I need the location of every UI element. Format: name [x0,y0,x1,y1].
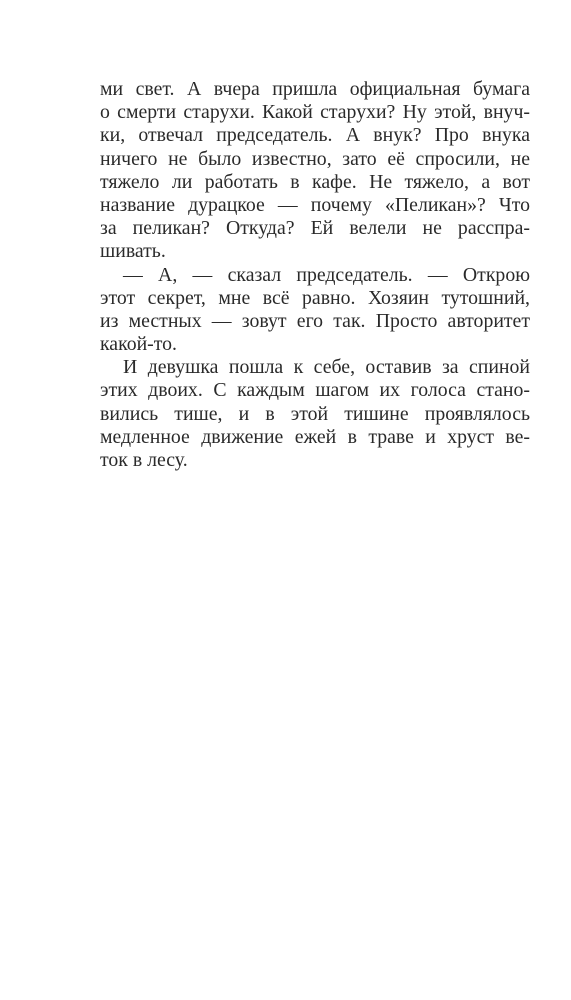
text-line: из местных — зовут его так. Просто авторитет [100,309,530,332]
text-line: шивать. [100,240,166,263]
text-line: название дурацкое — почему «Пеликан»? Что [100,193,530,216]
text-line: ничего не было известно, зато её спросили, не [100,147,530,170]
text-line: этих двоих. С каждым шагом их голоса стано- [100,379,530,402]
text-line: — А, — сказал председатель. — Открою [123,263,530,286]
text-line: этот секрет, мне всё равно. Хозяин тутошний, [100,286,530,309]
text-line: вились тише, и в этой тишине проявлялось [100,402,530,425]
body-text [100,78,530,472]
paragraph-3 [100,356,530,472]
text-line: И девушка пошла к себе, оставив за спиной [123,356,530,379]
text-line: о смерти старухи. Какой старухи? Ну этой, внуч- [100,101,530,124]
text-line: какой-то. [100,333,177,356]
text-line: медленное движение ежей в траве и хруст ве- [100,425,530,448]
text-line: ки, отвечал председатель. А внук? Про внука [100,124,530,147]
text-line: ми свет. А вчера пришла официальная бумага [100,78,530,100]
text-line: тяжело ли работать в кафе. Не тяжело, а вот [100,170,530,193]
text-line: за пеликан? Откуда? Ей велели не расспра- [100,217,530,240]
paragraph-1 [100,78,530,264]
text-line: ток в лесу. [100,449,188,471]
paragraph-2 [100,264,530,357]
